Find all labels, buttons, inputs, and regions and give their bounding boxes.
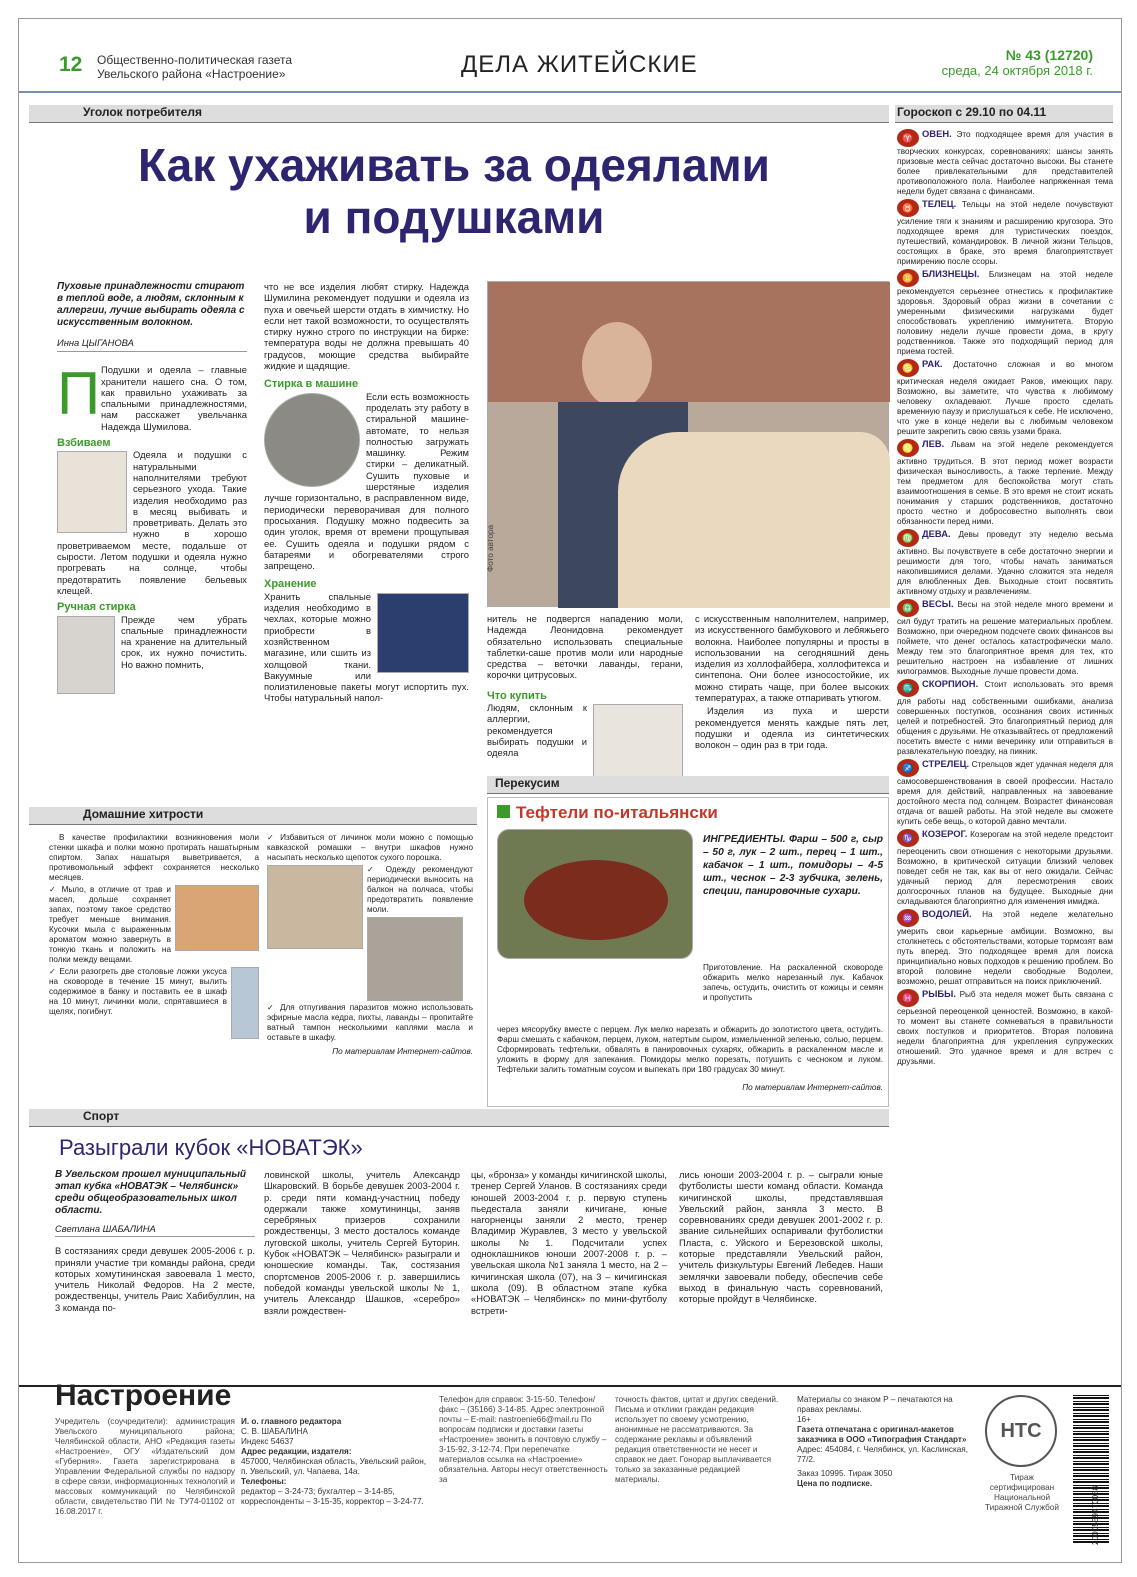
moth-photo: [267, 865, 363, 949]
horoscope-entry: [897, 269, 1113, 357]
zodiac-name: СТРЕЛЕЦ.: [922, 758, 970, 769]
section-horoscope: Гороскоп с 29.10 по 04.11: [895, 105, 1113, 123]
text-beat: Одеяла и подушки с натуральными наполнителями требуют серьезного ухода. Такие изделия необходимо раз в месяц выбивать и проветривать. Делать это нужно в хорошо проветриваемом месте, подальше от сырости. Летом подушки и одеяла нужно прогревать на солнце, чтобы предотвратить появление бельевых клещей.: [57, 449, 247, 596]
issue-date: среда, 24 октября 2018 г.: [941, 63, 1093, 78]
zodiac-icon: ♈: [897, 129, 919, 147]
footer-ad-note: Материалы со знаком Р – печатаются на правах рекламы.: [797, 1395, 953, 1414]
main-photo: [487, 281, 889, 607]
zodiac-icon: ♒: [897, 909, 919, 927]
footer-printer: Газета отпечатана с оригинал-макетов заказчика в ООО «Типография Стандарт»: [797, 1425, 967, 1444]
zodiac-name: ЛЕВ.: [922, 438, 945, 449]
tip-oils: ✓ Для отпугивания паразитов можно использовать эфирные масла кедра, пихты, лаванды – пропитайте ватный тампон несколькими каплями масла и оставьте в шкафу.: [267, 1003, 473, 1042]
zodiac-text: Девы проведут эту неделю весьма активно. Вы почувствуете в себе достаточно энергии и решимости для того, чтобы начать заниматься накопившимися делами. Удачно сложится эта неделя для влюбленных Дев. Выходные стоит посвятить активному отдыху и развлечениям.: [897, 530, 1113, 596]
photo-credit: Фото автора: [486, 524, 495, 572]
article-intro: Подушки и одеяла – главные хранители нашего сна. О том, как правильно ухаживать за спальными принадлежностями, нам расскажет увельчанка Надежда Шумилова.: [101, 364, 247, 432]
barcode-number: 2000559470088: [1091, 1485, 1100, 1545]
zodiac-name: ВОДОЛЕЙ.: [922, 908, 972, 919]
article-headline: Как ухаживать за одеялами и подушками: [138, 139, 770, 243]
section-snack: Перекусим: [487, 776, 889, 794]
horoscope-entry: [897, 439, 1113, 527]
horoscope-entry: [897, 909, 1113, 987]
sport-title: Разыграли кубок «НОВАТЭК»: [59, 1135, 363, 1160]
footer-printer-address: Адрес: 454084, г. Челябинск, ул. Каслинская, 77/2.: [797, 1445, 969, 1464]
zodiac-name: СКОРПИОН.: [922, 678, 979, 689]
newspaper-page: 12 Общественно-политическая газета Увельского района «Настроение» ДЕЛА ЖИТЕЙСКИЕ № 43 (12720) среда, 24 октября 2018 г. Уголок потребителя Гороскоп с 29.10 по 04.11 Как ухаживать за одеялами и подушками Пуховые принадлежности стирают в теплой воде, а людям, склонным к аллергии, лучше выбирать одеяла с искусственным волокном. Инна ЦЫГАНОВА П Подушки и одеяла – главные хранители нашего сна. О том, как правильно ухаживать за спальными принадлежностями, нам расскажет увельчанка Надежда Шумилова. Взбиваем Одеяла и подушки с натуральными наполнителями требуют серьезного ухода. Такие изделия необходимо раз в месяц выбивать и проветривать. Делать это нужно в хорошо проветриваемом месте, подальше от сырости. Летом подушки и одеяла нужно прогревать на солнце, чтобы предотвратить появление бельевых клещей. Ручная стирка Прежде чем убрать спальные принадлежности на хранение на длительный срок, их нужно почистить. Но важно помнить, что не все изделия любят стирку. Надежда Шумилина рекомендует подушки и одеяла из пуха и овечьей шерсти отдать в химчистку. Но если нет такой возможности, то осуществлять стирку нужно строго по инструкции на бирке: температура воды не должна превышать 40 градусов, моющие средства выбирайте жидкие и щадящие. Стирка в машине Если есть возможность проделать эту работу в стиральной машине-автомате, то нельзя полностью загружать машинку. Режим стирки – деликатный. Сушить пуховые и шерстяные изделия лучше горизонтально, в расправленном виде, периодически переворачивая для полного просыхания. Подушку можно подвесить за один уголок, время от времени прощупывая ее. Сушить одеяла и подушки рядом с батареями и обогревателями строго запрещено. Хранение Хранить спальные изделия необходимо в чехлах, которые можно приобрести в хозяйственном магазине, или сшить из холщовой ткани. Вакуумные или полиэтиленовые пакеты могут испортить пух. Чтобы натуральный напол- Фото автора нитель не подвергся нападению моли, Надежда Леонидовна рекомендует обязательно использовать специальные таблетки-саше против моли или народные средства – веточки лаванды, герани, корочки цитрусовых. Что купить Людям, склонным к аллергии, рекомендуется выбирать подушки и одеяла с искусственным наполнителем, например, из искусственного бамбукового и лебяжьего волокна. Наиболее популярны и просты в использовании на сегодняшний день изделия из холлофайбера, холлофитекса и синтепона. Они более износостойкие, их можно стирать чаще, при более высоких температурах, а также отпаривать утюгом. Изделия из пуха и шерсти рекомендуется менять каждые пять лет, подушки и одеяла из синтетических волокон – один раз в три года. Домашние хитрости Перекусим В качестве профилактики возникновения моли стенки шкафа и полки можно протирать нашатырным спиртом. Запах нашатыря выветривается, а противомольный эффект сохраняется несколько месяцев. ✓ Мыло, в отличие от трав и масел, дольше сохраняет запах, поэтому такое средство требует меньше внимания. Кусочки мыла с выраженным ароматом можно завернуть в тонкую ткань и положить на полки между вещами. ✓ Если разогреть две столовые ложки уксуса на сковороде в течение 15 минут, вылить содержимое в банку и поставить ее в шкаф на 10 минут, личинки моли, спрятавшиеся в щелях, погибнут. ✓ Избавиться от личинок моли можно с помощью кавказской ромашки – внутри шкафов нужно насыпать несколько щепоток сухого порошка. ✓ Одежду рекомендуют периодически выносить на балкон на полчаса, чтобы предотвратить появление моли. ✓ Для отпугивания паразитов можно использовать эфирные масла кедра, пихты, лаванды – пропитайте ватный тампон несколькими каплями масла и оставьте в шкафу. По материалам Интернет-сайтов. Тефтели по-итальянски ИНГРЕДИЕНТЫ. Фарш – 500 г, сыр – 50 г, лук – 2 шт., перец – 1 шт., кабачок – 1 шт., помидоры – 4-5 шт., чеснок – 2-3 зубчика, зелень, специи, панировочные сухари. Приготовление. На раскаленной сковороде обжарить мелко нарезанный лук. Кабачок запечь, остудить, очистить от кожицы и семян и пропустить через мясорубку вместе с перцем. Лук мелко нарезать и обжарить до золотистого цвета, остудить. Фарш смешать с кабачком, перцем, луком, натертым сыром, измельченной зеленью, солью, перцем. Сформировать тефтельки, обвалять в панировочных сухарях, обжарить в раскаленном масле и уложить в форму для запекания. Помидоры мелко порезать, потушить с чесноком и луком. Тефтельки залить томатным соусом и выпекать при 180 градусах 30 минут. По материалам Интернет-сайтов. Спорт Разыграли кубок «НОВАТЭК» В Увельском прошел муниципальный этап кубка «НОВАТЭК – Челябинск» среди общеобразовательных школ области. Светлана ШАБАЛИНА В состязаниях среди девушек 2005-2006 г. р. приняли участие три команды района, среди которых хомутининская завоевала 1 место, учитель Николай Федоров. На 2 месте, рождественцы, учитель Раис Хабибуллин, на 3 команда по- ловинской школы, учитель Александр Шкаровский. В борьбе девушек 2003-2004 г. р. среди пяти команд-участниц победу одержали также хомутининцы, заняв серебряных призеров сохранили рождественцы, 3 место досталось команде луговской школы, учитель Сергей Буторин. Кубок «НОВАТЭК – Челябинск» разыграли и юношеские команды. Так, состязания спортсменов 2005-2006 г. р. завершились победой команды увельской школы № 1, учитель Александр Шашков, «серебро» взяли рождествен- цы, «бронза» у команды кичигинской школы, тренер Сергей Уланов. В состязаниях среди юношей 2003-2004 г. р. первую ступень пьедестала заняли кичигане, юные нагорненцы заняли 2 место, тренер Владимир Журавлев, 3 место у увельской школы №1. Подсчитали успех одноклашников юноши 2007-2008 г. р. – увельская школа №1 заняла 1 место, на 2 – кичигинская школа (07), на 3 – кичигинская школа (09). В областном этапе кубка «НОВАТЭК – Челябинск» по мини-футболу встрети- лись юноши 2003-2004 г. р. – сыграли юные футболисты шести команд области. Команда кичигинской школы, представлявшая Увельский район, заняла 3 место. В соревнованиях среди девушек 2001-2002 г. р. звание сильнейших оспаривали футболистки Пласта, с. Уйского и Березовской школы, которые представляли Увельский район, учитель физкультуры Евгений Лебедев. Наши землячки завоевали победу, обеспечив себе выход в финальную часть соревнований, которые пройдут в Челябинске. ♈ ОВЕН. Это подходящее время для участия в творческих конкурсах, соревнованиях: шансы занять призовые места сейчас достаточно высоки. Вы станете более привлекательными для представителей противоположного пола. Наиболее напряженная тема недели будет связана с финансами. ♉ ТЕЛЕЦ. Тельцы на этой неделе почувствуют усиление тяги к знаниям и расширению кругозора. Это подходящее время для туристических поездок, путешествий, командировок. В личной жизни Тельцов, состоящих в браке, это время благоприятствует примирению после ссоры. ♊ БЛИЗНЕЦЫ. Близнецам на этой неделе рекомендуется серьезнее отнестись к профилактике здоровья. Здоровый образ жизни в сочетании с умеренными физическими нагрузками будет способствовать укреплению иммунитета. Вторую половину недели лучше провести дома, в кругу родственников. Также это подходящий период для приема гостей. ♋ РАК. Достаточно сложная и во многом критическая неделя ожидает Раков, имеющих пару. Возможно, вы заметите, что чувства к любимому человеку охладевают. Лучше просто сделать временную паузу и прислушаться к себе. Не исключено, что уже в конце недели вы с любимым человеком решите закрепить свою связь узами брака. ♌ ЛЕВ. Львам на этой неделе рекомендуется активно трудиться. В этот период может возрасти физическая выносливость, а также терпение. Между тем предметом для беспокойства могут стать взаимоотношения в семье. В это время не стоит искать понимания у старших родственников, достаточно просто честно и добросовестно выполнять свои обязанности перед ними. ♍ ДЕВА. Девы проведут эту неделю весьма активно. Вы почувствуете в себе достаточно энергии и решимости для того, чтобы начать заниматься накопившимися делами. Удачно сложится эта неделя для влюбленных Дев. Выходные стоит посвятить активному отдыху и развлечениям. ♎ ВЕСЫ. Весы на этой неделе много времени и сил будут тратить на решение материальных проблем. Возможно, при очередном подсчете своих финансов вы поймете, что денег осталось катастрофически мало. Между тем это благоприятное время для тех, кто решительно настроен на избавление от лишних килограммов. Выходные лучше провести дома. ♏ СКОРПИОН. Стоит использовать это время для работы над собственными ошибками, анализа совершенных поступков, осознания своих истинных целей и потребностей. Это благоприятный период для общения с друзьями. Не отказывайтесь от предложений посетить вместе с ними вечеринку или отправиться в развлекательную поездку, на пикник. ♐ СТРЕЛЕЦ. Стрельцов ждет удачная неделя для самосовершенствования в своей профессии. Настало время для действий, направленных на завоевание достойного места под солнцем. Возрастет финансовая отдача от вашей работы. На этой неделе вы сможете купить себе вещь, о которой давно мечтали. ♑ КОЗЕРОГ. Козерогам на этой неделе предстоит переоценить свои отношения с некоторыми друзьями. Возможно, в критической ситуации близкий человек поведет себя не так, как вы от него ожидали. Сейчас удачный период для пересмотрения своих долгосрочных планов на будущее. Выходные дни складываются благоприятно для изменения имиджа. ♒ ВОДОЛЕЙ. На этой неделе желательно умерить свои карьерные амбиции. Возможно, вы столкнетесь с обстоятельствами, которые тормозят вам путь вперед. Это подходящее время для поиска принципиально новых подходов к решению проблем. Во второй половине недели свободные Водолеи, возможно, решат отправиться на поиск приключений. ♓ РЫБЫ. Рыб эта неделя может быть связана с серьезной переоценкой ценностей. Возможно, в какой-то момент вы станете сомневаться в правильности своих поступков и приоритетов. Вторая половина недели благоприятна для укрепления супружеских отношений. Это удачное время и для встреч с друзьями. Настроение Учредитель (соучредители): администрация Увельского муниципального района; Челябинской области, АНО «Редакция газеты «Настроение», ОГУ «Издательский дом «Губерния». Газета зарегистрирована в Управлении Федеральной службы по надзору в сфере связи, информационных технологий и массовых коммуникаций по Челябинской области, свидетельство ПИ № ТУ74-01102 от 16.08.2017 г. И. о. главного редактора С. В. ШАБАЛИНА Индекс 54637 Адрес редакции, издателя: 457000, Челябинская область, Увельский район, п. Увельский, ул. Чапаева, 14а. Телефоны: редактор – 3-24-73; бухгалтер – 3-14-85, корреспонденты – 3-15-35, корректор – 3-24-77. Телефон для справок: 3-15-50. Телефон/факс – (35166) 3-14-85. Адрес электронной почты – E-mail: nastroenie66@mail.ru По вопросам подписки и доставки газеты «Настроение» звонить в почтовую службу – 3-15-92, 3-12-74. При перепечатке материалов ссылка на «Настроение» обязательна. Авторы несут ответственность за точность фактов, цитат и других сведений. Письма и отклики граждан редакция использует по своему усмотрению, анонимные не рассматриваются. За содержание рекламы и объявлений редакция ответственности не несет и справок не дает. Гонорар выплачивается только за заказанные редакцией материалы. Материалы со знаком Р – печатаются на правах рекламы. 16+ Газета отпечатана с оригинал-макетов заказчика в ООО «Типография Стандарт» Адрес: 454084, г. Челябинск, ул. Каслинская, 77/2. Заказ 10995. Тираж 3050 Цена по подписке. НТС Тираж сертифицирован Национальной Тиражной Службой 2000559470088: [18, 18, 1122, 1563]
footer-responsibility: точность фактов, цитат и других сведений. Письма и отклики граждан редакция использует по своему усмотрению, анонимные не рассматриваются. За содержание рекламы и объявлений редакция ответственности не несет и справок не дает. Гонорар выплачивается только за заказанные редакцией материалы.: [615, 1395, 779, 1484]
zodiac-text: Это подходящее время для участия в творческих конкурсах, соревнованиях: шансы занять призовые места сейчас достаточно высоки. Вы станете более привлекательными для представителей противоположного пола. Наиболее напряженная тема недели будет связана с финансами.: [897, 130, 1113, 196]
washing-machine-photo: [264, 393, 360, 487]
zodiac-icon: ♊: [897, 269, 919, 287]
subhead-machine: Стирка в машине: [264, 378, 359, 391]
zodiac-icon: ♎: [897, 599, 919, 617]
sport-col2: ловинской школы, учитель Александр Шкаровский. В борьбе девушек 2003-2004 г. р. среди пяти команд-участниц победу одержали также хомутининцы, заняв серебряных призеров сохранили рождественцы, 3 место досталось команде луговской школы, учитель Сергей Буторин. Кубок «НОВАТЭК – Челябинск» разыграли и юношеские команды. Так, состязания спортсменов 2005-2006 г. р. завершились победой команды увельской школы № 1, учитель Александр Шашков, «серебро» взяли рождествен-: [264, 1169, 460, 1316]
rubric-title: ДЕЛА ЖИТЕЙСКИЕ: [461, 51, 698, 78]
text-col3: нитель не подвергся нападению моли, Надежда Леонидовна рекомендует обязательно использовать специальные таблетки-саше против моли или народные средства – веточки лаванды, герани, корочки цитрусовых.: [487, 613, 683, 681]
zodiac-text: Стоит использовать это время для работы над собственными ошибками, анализа совершенных поступков, осознания своих истинных целей и потребностей. Это благоприятный период для общения с друзьями. Не отказывайтесь от предложений посетить вместе с ними вечеринку или отправиться в развлекательную поездку, на пикник.: [897, 680, 1113, 756]
horoscope-entry: [897, 679, 1113, 757]
tip-chamomile: ✓ Избавиться от личинок моли можно с помощью кавказской ромашки – внутри шкафов нужно насыпать несколько щепоток сухого порошка.: [267, 833, 473, 862]
horoscope-entry: [897, 359, 1113, 437]
text-storage: Хранить спальные изделия необходимо в чехлах, которые можно приобрести в хозяйственном магазине, или сшить из холщовой ткани. Вакуумные или полиэтиленовые пакеты могут испортить пух. Чтобы натуральный напол-: [264, 590, 469, 704]
zodiac-icon: ♉: [897, 199, 919, 217]
zodiac-text: Тельцы на этой неделе почувствуют усиление тяги к знаниям и расширению кругозора. Это подходящее время для туристических поездок, путешествий, командировок. В личной жизни Тельцов, состоящих в браке, это время благоприятствует примирению после ссоры.: [897, 200, 1113, 266]
subhead-beat: Взбиваем: [57, 437, 111, 450]
horoscope-entry: [897, 829, 1113, 907]
zodiac-icon: ♋: [897, 359, 919, 377]
footer-phones-label: Телефоны:: [241, 1477, 287, 1486]
zodiac-text: Достаточно сложная и во многом критическая неделя ожидает Раков, имеющих пару. Возможно, вы заметите, что чувства к любимому человеку охладевают. Лучше просто сделать временную паузу и прислушаться к себе. Не исключено, что уже в конце недели вы с любимым человеком решите закрепить свою связь узами брака.: [897, 360, 1113, 436]
text-hand-wash: Прежде чем убрать спальные принадлежности на хранение на длительный срок, их нужно почистить. Но важно помнить,: [121, 613, 247, 670]
recipe-title: Тефтели по-итальянски: [516, 803, 718, 822]
zodiac-name: КОЗЕРОГ.: [922, 828, 968, 839]
cotton-photo: [367, 917, 463, 1001]
zodiac-name: БЛИЗНЕЦЫ.: [922, 268, 980, 279]
recipe-prep: Приготовление. На раскаленной сковороде обжарить мелко нарезанный лук. Кабачок запечь, остудить, очистить от кожицы и семян и пропустить: [703, 963, 883, 1002]
article-author: Инна ЦЫГАНОВА: [57, 337, 247, 352]
subhead-hand-wash: Ручная стирка: [57, 601, 136, 614]
zodiac-text: Козерогам на этой неделе предстоит переоценить свои отношения с некоторыми друзьями. Возможно, в критической ситуации близкий человек поведет себя не так, как вы от него ожидали. Сейчас удачный период для пересмотрения своих долгосрочных планов на будущее. Выходные дни складываются благоприятно для изменения имиджа.: [897, 830, 1113, 906]
subhead-storage: Хранение: [264, 578, 317, 591]
label-photo: [57, 616, 115, 694]
recipe-source: По материалам Интернет-сайтов.: [742, 1083, 883, 1092]
text-col4: с искусственным наполнителем, например, из искусственного бамбукового и лебяжьего волокна. Наиболее популярны и просты в использовании на сегодняшний день изделия из холлофайбера, холлофитекса и синтепона. Они более износостойкие, их можно стирать чаще, при более высоких температурах, а также отпаривать утюгом.: [695, 613, 889, 704]
subhead-buy: Что купить: [487, 689, 547, 702]
zodiac-icon: ♐: [897, 759, 919, 777]
sport-lead: В Увельском прошел муниципальный этап кубка «НОВАТЭК – Челябинск» среди общеобразовательных школ области.: [55, 1169, 247, 1216]
footer-index: Индекс 54637: [241, 1437, 294, 1446]
paper-subtitle: Общественно-политическая газета: [97, 53, 293, 67]
page-number: 12: [59, 53, 83, 76]
horoscope-entry: [897, 759, 1113, 827]
zodiac-text: На этой неделе желательно умерить свои карьерные амбиции. Возможно, вы столкнетесь с обстоятельствами, которые тормозят вам путь вперед. Это подходящее время для поиска принципиально новых подходов к решению проблем. Во второй половине недели свободные Водолеи, возможно, решат отправиться на поиск приключений.: [897, 910, 1113, 986]
page-header: [19, 41, 1122, 93]
zodiac-icon: ♌: [897, 439, 919, 457]
zodiac-text: Близнецам на этой неделе рекомендуется серьезнее отнестись к профилактике здоровья. Здоровый образ жизни в сочетании с умеренными физическими нагрузками будет способствовать укреплению иммунитета. Вторую половину недели лучше провести дома, в кругу родственников. Также это подходящий период для приема гостей.: [897, 270, 1113, 356]
zodiac-name: РЫБЫ.: [922, 988, 956, 999]
recipe-ingredients: ИНГРЕДИЕНТЫ. Фарш – 500 г, сыр – 50 г, лук – 2 шт., перец – 1 шт., кабачок – 1 шт., помидоры – 4-5 шт., чеснок – 2-3 зубчика, зелень, специи, панировочные сухари.: [703, 834, 883, 897]
sport-col1: В состязаниях среди девушек 2005-2006 г. р. приняли участие три команды района, среди которых хомутининская завоевала 1 место, учитель Николай Федоров. На 2 месте, рождественцы, учитель Раис Хабибуллин, на 3 команда по-: [55, 1245, 255, 1313]
zodiac-icon: ♍: [897, 529, 919, 547]
zodiac-text: Львам на этой неделе рекомендуется активно трудиться. В этот период может возрасти физическая выносливость, а также терпение. Между тем предметом для беспокойства могут стать взаимоотношения в семье. В это время не стоит искать понимания у старших родственников, достаточно просто честно и добросовестно выполнять свои обязанности перед ними.: [897, 440, 1113, 526]
article-lead: Пуховые принадлежности стирают в теплой воде, а людям, склонным к аллергии, лучше выбирать одеяла с искусственным волокном.: [57, 281, 245, 328]
pillows-photo: [593, 704, 683, 782]
text-col4b: Изделия из пуха и шерсти рекомендуется менять каждые пять лет, подушки и одеяла из синтетических волокон – один раз в три года.: [695, 705, 889, 751]
zodiac-text: Стрельцов ждет удачная неделя для самосовершенствования в своей профессии. Настало время для действий, направленных на завоевание достойного места под солнцем. Возрастет финансовая отдача от вашей работы. На этой неделе вы сможете купить себе вещь, о которой давно мечтали.: [897, 760, 1113, 826]
tip-balcony: ✓ Одежду рекомендуют периодически выносить на балкон на полчаса, чтобы предотвратить появление моли.: [367, 865, 473, 914]
zodiac-name: РАК.: [922, 358, 943, 369]
footer-address-label: Адрес редакции, издателя:: [241, 1447, 352, 1456]
footer-price: Цена по подписке.: [797, 1479, 873, 1488]
text-col2: что не все изделия любят стирку. Надежда Шумилина рекомендует подушки и одеяла из пуха и овечьей шерсти отдать в химчистку. Но если нет такой возможности, то осуществлять стирку нужно строго по инструкции на бирке: температура воды не должна превышать 40 градусов, моющие средства выбирайте жидкие и щадящие.: [264, 281, 469, 372]
text-machine: Если есть возможность проделать эту работу в стиральной машине-автомате, то нельзя полностью загружать машинку. Режим стирки – деликатный. Сушить пуховые и шерстяные изделия лучше горизонтально, в расправленном виде, периодически переворачивая для полного просыхания. Подушку можно подвесить за один уголок, время от времени прощупывая ее. Сушить одеяла и подушки рядом с батареями и обогревателями строго запрещено.: [264, 390, 469, 572]
tips-source: По материалам Интернет-сайтов.: [332, 1047, 473, 1056]
meatballs-photo: [497, 829, 693, 959]
tip-ammonia: В качестве профилактики возникновения моли стенки шкафа и полки можно протирать нашатырным спиртом. Запах нашатыря выветривается, а противомольный эффект сохраняется несколько месяцев.: [49, 833, 259, 882]
footer-founder: Учредитель (соучредители): администрация Увельского муниципального района; Челябинской области, АНО «Редакция газеты «Настроение», ОГУ «Издательский дом «Губерния». Газета зарегистрирована в Управлении Федеральной службы по надзору в сфере связи, информационных технологий и массовых коммуникаций по Челябинской области, свидетельство ПИ № ТУ74-01102 от 16.08.2017 г.: [55, 1417, 235, 1516]
sport-col4: лись юноши 2003-2004 г. р. – сыграли юные футболисты шести команд области. Команда кичигинской школы, представлявшая Увельский район, заняла 3 место. В соревнованиях среди девушек 2001-2002 г. р. звание сильнейших оспаривали футболистки Пласта, с. Уйского и Березовской школы, которые представляли Увельский район, учитель физкультуры Евгений Лебедев. Наши землячки завоевали победу, обеспечив себе выход в финальную часть соревнований, которые пройдут в Челябинске.: [679, 1169, 883, 1305]
horoscope-list: [897, 129, 1113, 1383]
sport-col3: цы, «бронза» у команды кичигинской школы, тренер Сергей Уланов. В состязаниях среди юношей 2003-2004 г. р. первую ступень пьедестала заняли кичигане, юные нагорненцы заняли 2 место, тренер Владимир Журавлев, 3 место у увельской школы №1. Подсчитали успех одноклашников юноши 2007-2008 г. р. – увельская школа №1 заняла 1 место, на 2 – кичигинская школа (07), на 3 – кичигинская школа (09). В областном этапе кубка «НОВАТЭК – Челябинск» по мини-футболу встрети-: [471, 1169, 667, 1316]
zodiac-text: Рыб эта неделя может быть связана с серьезной переоценкой ценностей. Возможно, в какой-то момент вы станете сомневаться в правильности своих поступков и приоритетов. Вторая половина недели благоприятна для укрепления супружеских отношений. Это удачное время и для встреч с друзьями.: [897, 990, 1113, 1066]
horoscope-entry: [897, 599, 1113, 677]
recipe-prep-2: через мясорубку вместе с перцем. Лук мелко нарезать и обжарить до золотистого цвета, остудить. Фарш смешать с кабачком, перцем, луком, натертым сыром, измельченной зеленью, солью, перцем. Сформировать тефтельки, обвалять в панировочных сухарях, обжарить в раскаленном масле и уложить в форму для запекания. Помидоры мелко порезать, потушить с чесноком и луком. Тефтельки залить томатным соусом и выпекать при 180 градусах 30 минут.: [497, 1025, 883, 1074]
footer-editor-name: С. В. ШАБАЛИНА: [241, 1427, 308, 1436]
tip-soap: ✓ Мыло, в отличие от трав и масел, дольше сохраняет запах, поэтому такое средство требует меньше внимания. Кусочки мыла с выраженным ароматом можно завернуть в тонкую ткань и положить на полки между вещами.: [49, 885, 171, 964]
sport-author: Светлана ШАБАЛИНА: [55, 1223, 255, 1237]
horoscope-entry: [897, 529, 1113, 597]
footer-editor-role: И. о. главного редактора: [241, 1417, 342, 1426]
paper-subtitle-2: Увельского района «Настроение»: [97, 67, 286, 81]
zodiac-name: ВЕСЫ.: [922, 598, 954, 609]
text-buy: Людям, склонным к аллергии, рекомендуется выбирать подушки и одеяла: [487, 702, 587, 759]
zodiac-name: ТЕЛЕЦ.: [922, 198, 957, 209]
section-sport: Спорт: [29, 1109, 889, 1127]
seal-caption: Тираж сертифицирован Национальной Тиражной Службой: [985, 1473, 1059, 1512]
zodiac-name: ОВЕН.: [922, 129, 952, 139]
horoscope-entry: [897, 199, 1113, 267]
footer-phones: редактор – 3-24-73; бухгалтер – 3-14-85, корреспонденты – 3-15-35, корректор – 3-24-77.: [241, 1487, 424, 1506]
footer-order: Заказ 10995. Тираж 3050: [797, 1469, 893, 1478]
issue-number: № 43 (12720): [1005, 47, 1093, 63]
footer-contacts: Телефон для справок: 3-15-50. Телефон/факс – (35166) 3-14-85. Адрес электронной почты – E-mail: nastroenie66@mail.ru По вопросам подписки и доставки газеты «Настроение» звонить в почтовую службу – 3-15-92, 3-12-74. При перепечатке материалов ссылка на «Настроение» обязательна. Авторы несут ответственность за: [439, 1395, 608, 1484]
recipe-marker-icon: [497, 805, 510, 818]
vinegar-photo: [231, 967, 259, 1039]
horoscope-entry: [897, 129, 1113, 197]
footer-address: 457000, Челябинская область, Увельский район, п. Увельский, ул. Чапаева, 14а.: [241, 1457, 427, 1476]
circulation-seal: НТС: [985, 1395, 1057, 1467]
horoscope-entry: [897, 989, 1113, 1067]
footer-age-rating: 16+: [797, 1415, 811, 1424]
section-consumer: Уголок потребителя: [29, 105, 889, 123]
pillow-photo: [57, 451, 127, 533]
storage-bag-photo: [377, 593, 469, 673]
footer-logo: Настроение: [55, 1379, 232, 1412]
tip-vinegar: ✓ Если разогреть две столовые ложки уксуса на сковороде в течение 15 минут, вылить содержимое в банку и поставить ее в шкаф на 10 минут, личинки моли, спрятавшиеся в щелях, погибнут.: [49, 967, 227, 1016]
soap-photo: [175, 885, 259, 951]
zodiac-icon: ♑: [897, 829, 919, 847]
zodiac-text: Весы на этой неделе много времени и сил будут тратить на решение материальных проблем. Возможно, при очередном подсчете своих финансов вы поймете, что денег осталось катастрофически мало. Между тем это благоприятное время для тех, кто решительно настроен на избавление от лишних килограммов. Выходные лучше провести дома.: [897, 600, 1113, 676]
zodiac-icon: ♓: [897, 989, 919, 1007]
section-tips: Домашние хитрости: [29, 807, 477, 825]
footer: [19, 1379, 1122, 1563]
zodiac-icon: ♏: [897, 679, 919, 697]
zodiac-name: ДЕВА.: [922, 528, 951, 539]
